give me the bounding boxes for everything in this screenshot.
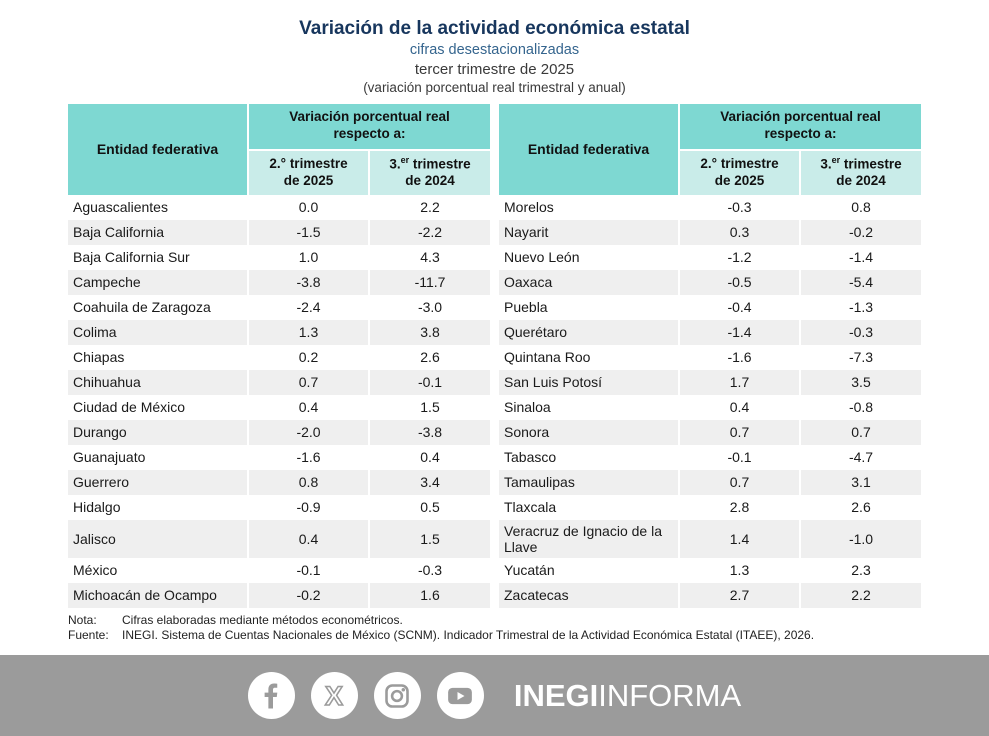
q3-line1: 3.$^{er}$ trimestre: [389, 155, 471, 172]
q2-line1: 2.° trimestre: [269, 155, 348, 171]
table-row: [499, 220, 921, 245]
q3-line2: de 2024: [405, 173, 455, 189]
table-row: [68, 245, 490, 270]
source-label: Fuente:: [68, 628, 109, 643]
value-cell: -4.7: [800, 445, 921, 470]
value-cell: 3.5: [800, 370, 921, 395]
value-cell: 0.3: [679, 220, 800, 245]
state-name: Guanajuato: [73, 449, 146, 466]
value-cell: 2.2: [369, 195, 490, 220]
value-cell: -0.1: [369, 370, 490, 395]
state-name: Nuevo León: [504, 249, 580, 266]
table-row: [68, 420, 490, 445]
table-row: [499, 520, 921, 558]
table-row: [68, 395, 490, 420]
table-row: [68, 520, 490, 558]
q3-2024-column-header: [800, 150, 921, 195]
table-row: [499, 270, 921, 295]
value-cell: 0.2: [248, 345, 369, 370]
value-cell: -0.3: [679, 195, 800, 220]
state-name: San Luis Potosí: [504, 374, 603, 391]
value-cell: -1.2: [679, 245, 800, 270]
notes-block: [68, 613, 948, 644]
value-cell: 0.5: [369, 495, 490, 520]
note-text: Cifras elaboradas mediante métodos econométricos.: [122, 612, 403, 627]
q3-line1: 3.$^{er}$ trimestre: [820, 155, 902, 172]
state-name: Oaxaca: [504, 274, 553, 291]
value-cell: -0.8: [800, 395, 921, 420]
table-header-left: [68, 104, 490, 195]
value-cell: -7.3: [800, 345, 921, 370]
facebook-icon[interactable]: [248, 672, 295, 719]
tables-container: [68, 104, 921, 608]
variation-group-header: Variación porcentual real respecto a:: [679, 104, 921, 150]
state-name: Chihuahua: [73, 374, 141, 391]
value-cell: -1.0: [800, 520, 921, 558]
value-cell: 1.4: [679, 520, 800, 558]
value-cell: 2.2: [800, 583, 921, 608]
entity-column-header: Entidad federativa: [499, 104, 679, 195]
q2-line2: de 2025: [714, 172, 765, 188]
instagram-icon[interactable]: [374, 672, 421, 719]
table-row: [499, 295, 921, 320]
value-cell: 4.3: [369, 245, 490, 270]
state-name: Tabasco: [504, 449, 557, 466]
value-cell: -1.4: [800, 245, 921, 270]
value-cell: 2.8: [679, 495, 800, 520]
state-name: Baja California Sur: [73, 249, 190, 266]
x-glyph: [317, 679, 351, 713]
state-name: México: [73, 562, 118, 579]
table-row: [68, 195, 490, 220]
state-name: Chiapas: [73, 349, 125, 366]
title-block: [0, 0, 989, 97]
state-name: Sonora: [504, 424, 550, 441]
table-header-right: [499, 104, 921, 195]
table-row: [499, 245, 921, 270]
table-row: [68, 370, 490, 395]
table-row: [499, 470, 921, 495]
value-cell: -0.9: [248, 495, 369, 520]
state-name: Quintana Roo: [504, 349, 591, 366]
value-cell: 1.3: [248, 320, 369, 345]
state-name: Coahuila de Zaragoza: [73, 299, 211, 316]
x-icon[interactable]: [311, 672, 358, 719]
note-line: [68, 613, 948, 629]
value-cell: 2.3: [800, 558, 921, 583]
value-cell: -0.5: [679, 270, 800, 295]
variation-group-header: Variación porcentual real respecto a:: [248, 104, 490, 150]
value-cell: -3.8: [248, 270, 369, 295]
value-cell: -0.4: [679, 295, 800, 320]
social-row: [248, 672, 741, 719]
table-row: [499, 583, 921, 608]
states-table-left: [68, 104, 490, 608]
table-row: [68, 270, 490, 295]
value-cell: -0.3: [369, 558, 490, 583]
table-row: [499, 420, 921, 445]
value-cell: 1.5: [369, 395, 490, 420]
table-row: [68, 558, 490, 583]
value-cell: -1.6: [679, 345, 800, 370]
value-cell: 0.8: [800, 195, 921, 220]
value-cell: -0.1: [248, 558, 369, 583]
value-cell: 2.7: [679, 583, 800, 608]
state-name: Ciudad de México: [73, 399, 186, 416]
youtube-glyph: [445, 681, 475, 711]
subtitle-variation: (variación porcentual real trimestral y anual): [363, 80, 626, 96]
table-body-right: [499, 195, 921, 608]
value-cell: -0.3: [800, 320, 921, 345]
facebook-glyph: [256, 681, 286, 711]
state-name: Morelos: [504, 199, 554, 216]
table-row: [499, 370, 921, 395]
value-cell: 0.4: [248, 520, 369, 558]
state-name: Sinaloa: [504, 399, 551, 416]
value-cell: 1.0: [248, 245, 369, 270]
value-cell: -5.4: [800, 270, 921, 295]
q2-line1: 2.° trimestre: [700, 155, 779, 171]
value-cell: -2.4: [248, 295, 369, 320]
q3-2024-column-header: [369, 150, 490, 195]
entity-column-header: Entidad federativa: [68, 104, 248, 195]
value-cell: 0.7: [800, 420, 921, 445]
state-name: Tlaxcala: [504, 499, 557, 516]
value-cell: 3.4: [369, 470, 490, 495]
table-row: [68, 320, 490, 345]
brand-inegi: INEGI: [513, 677, 599, 713]
table-row: [499, 395, 921, 420]
value-cell: 0.8: [248, 470, 369, 495]
state-name: Nayarit: [504, 224, 549, 241]
brand-informa: INFORMA: [598, 677, 742, 713]
value-cell: -11.7: [369, 270, 490, 295]
state-name: Querétaro: [504, 324, 568, 341]
value-cell: 0.4: [248, 395, 369, 420]
state-name: Hidalgo: [73, 499, 121, 516]
page-title: Variación de la actividad económica estatal: [299, 18, 690, 39]
table-row: [68, 470, 490, 495]
table-row: [68, 345, 490, 370]
svg-text:X: X: [325, 680, 344, 711]
state-name: Jalisco: [73, 530, 116, 547]
value-cell: -2.2: [369, 220, 490, 245]
table-row: [499, 195, 921, 220]
state-name: Zacatecas: [504, 587, 569, 604]
table-row: [499, 445, 921, 470]
table-row: [68, 445, 490, 470]
value-cell: -2.0: [248, 420, 369, 445]
q2-line2: de 2025: [283, 172, 334, 188]
q3-line2: de 2024: [836, 173, 886, 189]
state-name: Durango: [73, 424, 127, 441]
footer-banner: [0, 655, 989, 736]
value-cell: -1.5: [248, 220, 369, 245]
value-cell: 1.7: [679, 370, 800, 395]
inegi-informa-logo: [514, 678, 741, 714]
instagram-glyph: [383, 682, 411, 710]
state-name: Yucatán: [504, 562, 555, 579]
value-cell: 0.4: [679, 395, 800, 420]
state-name: Guerrero: [73, 474, 130, 491]
value-cell: 3.8: [369, 320, 490, 345]
value-cell: 3.1: [800, 470, 921, 495]
state-name: Michoacán de Ocampo: [73, 587, 217, 604]
value-cell: 0.4: [369, 445, 490, 470]
q2-2025-column-header: [679, 150, 800, 195]
table-row: [499, 345, 921, 370]
table-row: [499, 320, 921, 345]
q2-2025-column-header: [248, 150, 369, 195]
value-cell: 0.7: [679, 420, 800, 445]
value-cell: -3.8: [369, 420, 490, 445]
value-cell: 1.5: [369, 520, 490, 558]
state-name: Veracruz de Ignacio de la Llave: [504, 522, 662, 555]
value-cell: 0.7: [679, 470, 800, 495]
value-cell: -0.2: [248, 583, 369, 608]
value-cell: -1.4: [679, 320, 800, 345]
table-row: [68, 495, 490, 520]
youtube-icon[interactable]: [437, 672, 484, 719]
state-name: Tamaulipas: [504, 474, 575, 491]
state-name: Campeche: [73, 274, 141, 291]
value-cell: 2.6: [369, 345, 490, 370]
table-row: [499, 558, 921, 583]
value-cell: 0.7: [248, 370, 369, 395]
value-cell: -1.3: [800, 295, 921, 320]
value-cell: -0.1: [679, 445, 800, 470]
note-label: Nota:: [68, 612, 97, 627]
state-name: Puebla: [504, 299, 548, 316]
value-cell: 1.6: [369, 583, 490, 608]
states-table-right: [499, 104, 921, 608]
state-name: Aguascalientes: [73, 199, 168, 216]
state-name: Colima: [73, 324, 117, 341]
value-cell: 2.6: [800, 495, 921, 520]
table-body-left: [68, 195, 490, 608]
table-row: [68, 295, 490, 320]
table-row: [68, 220, 490, 245]
table-row: [68, 583, 490, 608]
value-cell: -0.2: [800, 220, 921, 245]
subtitle-quarter: tercer trimestre de 2025: [414, 60, 575, 78]
table-row: [499, 495, 921, 520]
source-line: [68, 628, 948, 644]
value-cell: 0.0: [248, 195, 369, 220]
value-cell: 1.3: [679, 558, 800, 583]
value-cell: -3.0: [369, 295, 490, 320]
subtitle-seasonal: cifras desestacionalizadas: [409, 42, 580, 59]
source-text: INEGI. Sistema de Cuentas Nacionales de México (SCNM). Indicador Trimestral de la Actividad Económica Estatal (ITAEE), 2026.: [122, 628, 815, 643]
state-name: Baja California: [73, 224, 165, 241]
value-cell: -1.6: [248, 445, 369, 470]
